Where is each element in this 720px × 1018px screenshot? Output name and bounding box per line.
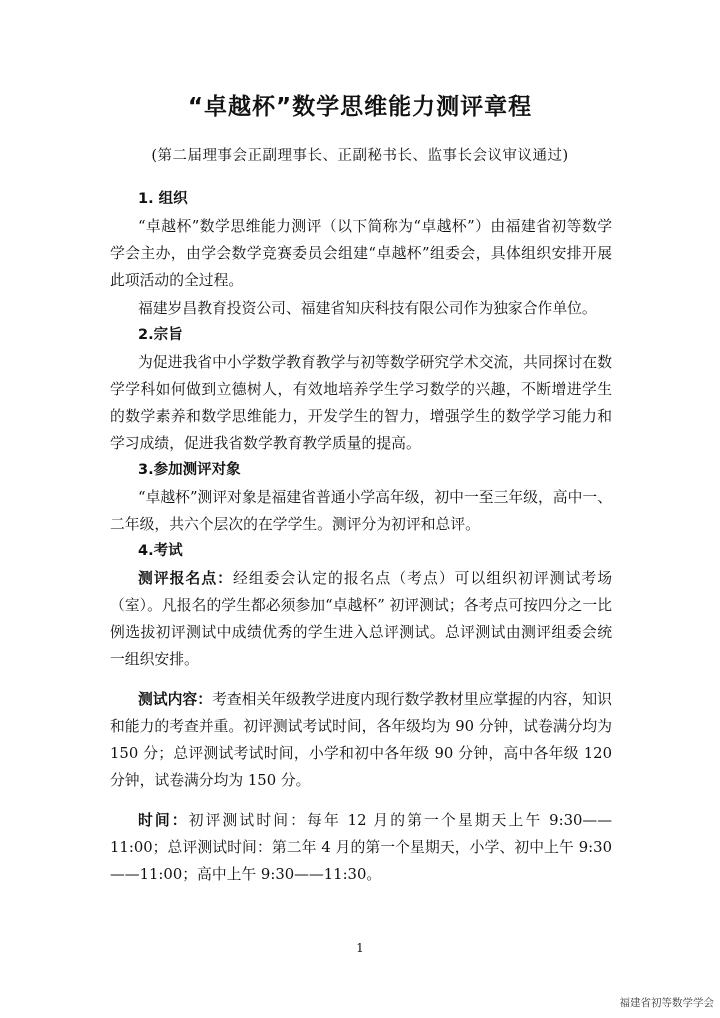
organization-paragraph: “卓越杯”数学思维能力测评（以下简称为“卓越杯”）由福建省初等数学学会主办，由学会数学竞赛委员会组建“卓越杯”组委会，具体组织安排开展此项活动的全过程。 (110, 218, 612, 289)
document-title: “卓越杯”数学思维能力测评章程 (187, 94, 533, 120)
exam-content-label: 测试内容： (138, 691, 213, 708)
page-number: 1 (356, 941, 364, 955)
section-heading-exam: 4.考试 (138, 543, 183, 559)
section-heading-participants: 3.参加测评对象 (138, 462, 241, 478)
document-body (110, 186, 612, 888)
purpose-paragraph: 为促进我省中小学数学教育教学与初等数学研究学术交流，共同探讨在数学学科如何做到立德树人，有效地培养学生学习数学的兴趣，不断增进学生的数学素养和数学思维能力，开发学生的智力，增强学生的数学学习能力和学习成绩，促进我省数学教育教学质量的提高。 (110, 354, 612, 452)
section-heading-organization: 1. 组织 (138, 191, 188, 207)
registration-paragraph (110, 565, 612, 673)
exam-time-label: 时间： (138, 812, 189, 829)
registration-text: 经组委会认定的报名点（考点）可以组织初评测试考场（室）。凡报名的学生都必须参加“卓越杯” 初评测试；各考点可按四分之一比例选拔初评测试中成绩优秀的学生进入总评测试。总评测试由测评组委会统一组织安排。 (110, 570, 612, 668)
exam-time-text: 初评测试时间：每年 12 月的第一个星期天上午 9:30——11:00；总评测试时间：第二年 4 月的第一个星期天，小学、初中上午 9:30——11:00；高中上午 9:30——11:30。 (110, 812, 612, 883)
exam-content-paragraph (110, 686, 612, 794)
watermark-text: 福建省初等数学学会 (619, 997, 714, 1009)
exam-time-paragraph (110, 807, 612, 888)
partner-paragraph: 福建岁昌教育投资公司、福建省知庆科技有限公司作为独家合作单位。 (138, 300, 597, 317)
registration-label: 测评报名点： (138, 570, 234, 587)
section-heading-purpose: 2.宗旨 (138, 327, 183, 343)
document-subtitle: (第二届理事会正副理事长、正副秘书长、监事长会议审议通过) (151, 148, 569, 164)
participants-paragraph: “卓越杯”测评对象是福建省普通小学高年级，初中一至三年级，高中一、二年级，共六个层次的在学学生。测评分为初评和总评。 (110, 489, 612, 533)
exam-content-text: 考查相关年级教学进度内现行数学教材里应掌握的内容，知识和能力的考查并重。初评测试考试时间，各年级均为 90 分钟，试卷满分均为 150 分；总评测试考试时间，小学和初中各年级 90 分钟，高中各年级 120 分钟，试卷满分均为 150 分。 (110, 691, 612, 789)
